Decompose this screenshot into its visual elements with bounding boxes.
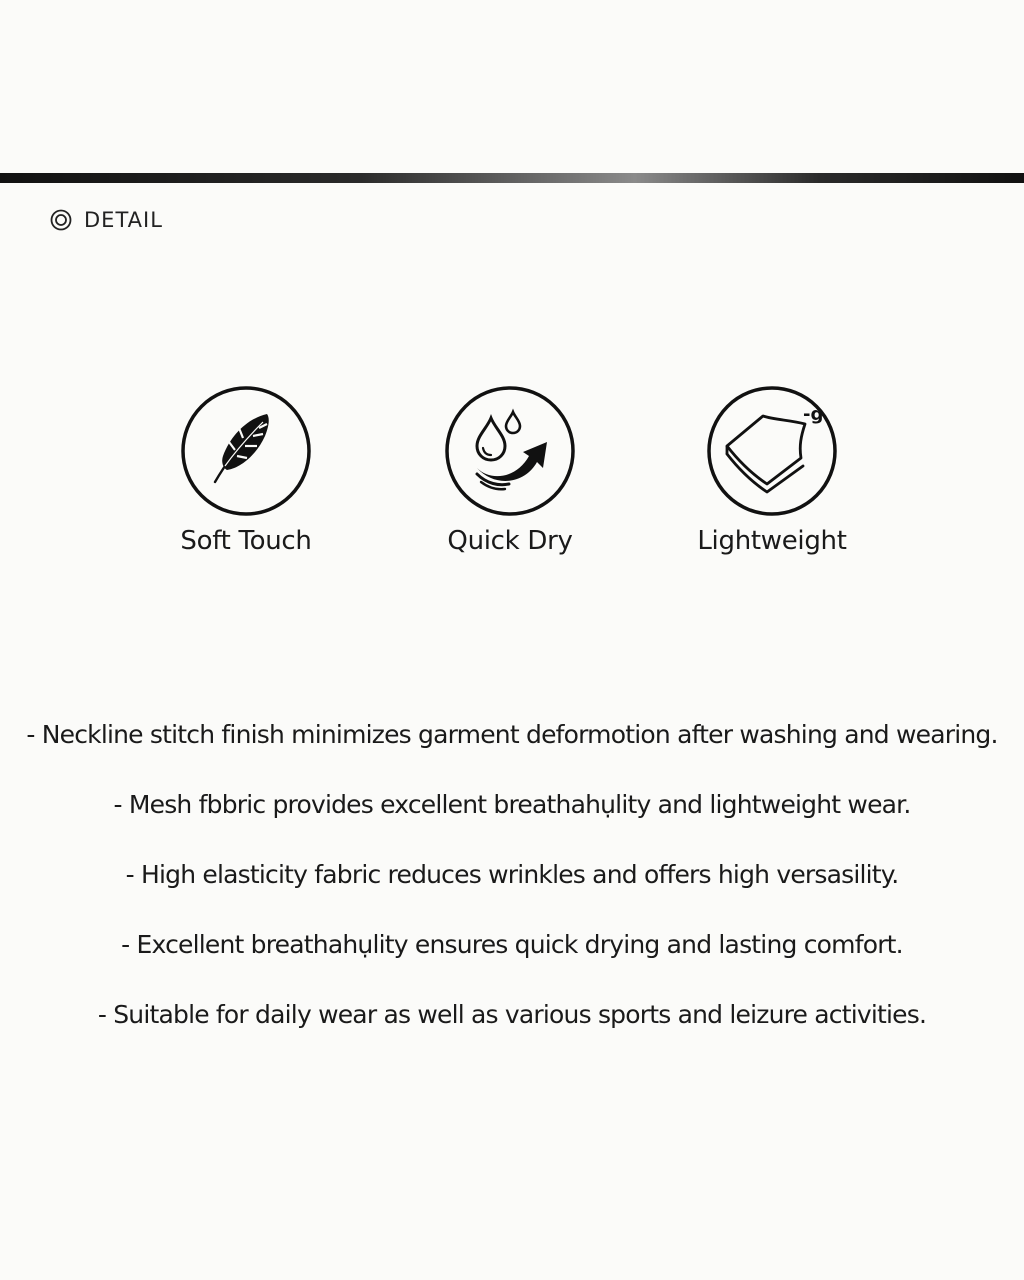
weight-minus-g-text: -g: [803, 404, 824, 425]
water-drops-arrow-icon: [443, 384, 577, 518]
detail-line: - Excellent breathahụlity ensures quick drying and lasting comfort.: [121, 930, 903, 959]
top-divider: [0, 173, 1024, 183]
detail-list: [0, 712, 1024, 1062]
feature-label: Quick Dry: [447, 526, 573, 556]
feather-icon: [179, 384, 313, 518]
feature-quick-dry: [380, 384, 640, 556]
detail-line: - Suitable for daily wear as well as various sports and leizure activities.: [97, 1000, 927, 1029]
section-header: [50, 206, 163, 234]
feature-soft-touch: [116, 384, 376, 556]
fabric-layers-icon: [705, 384, 839, 518]
detail-line: - Neckline stitch finish minimizes garment deformotion after washing and wearing.: [26, 720, 998, 749]
section-title: DETAIL: [84, 208, 163, 232]
feature-label: Soft Touch: [180, 526, 312, 556]
detail-line: - Mesh fbbric provides excellent breathahụlity and lightweight wear.: [113, 790, 911, 819]
bullseye-icon: [50, 209, 72, 231]
feature-icons-row: [0, 384, 1024, 564]
feature-label: Lightweight: [697, 526, 847, 556]
feature-lightweight: [642, 384, 902, 556]
detail-line: - High elasticity fabric reduces wrinkles and offers high versasility.: [125, 860, 899, 889]
